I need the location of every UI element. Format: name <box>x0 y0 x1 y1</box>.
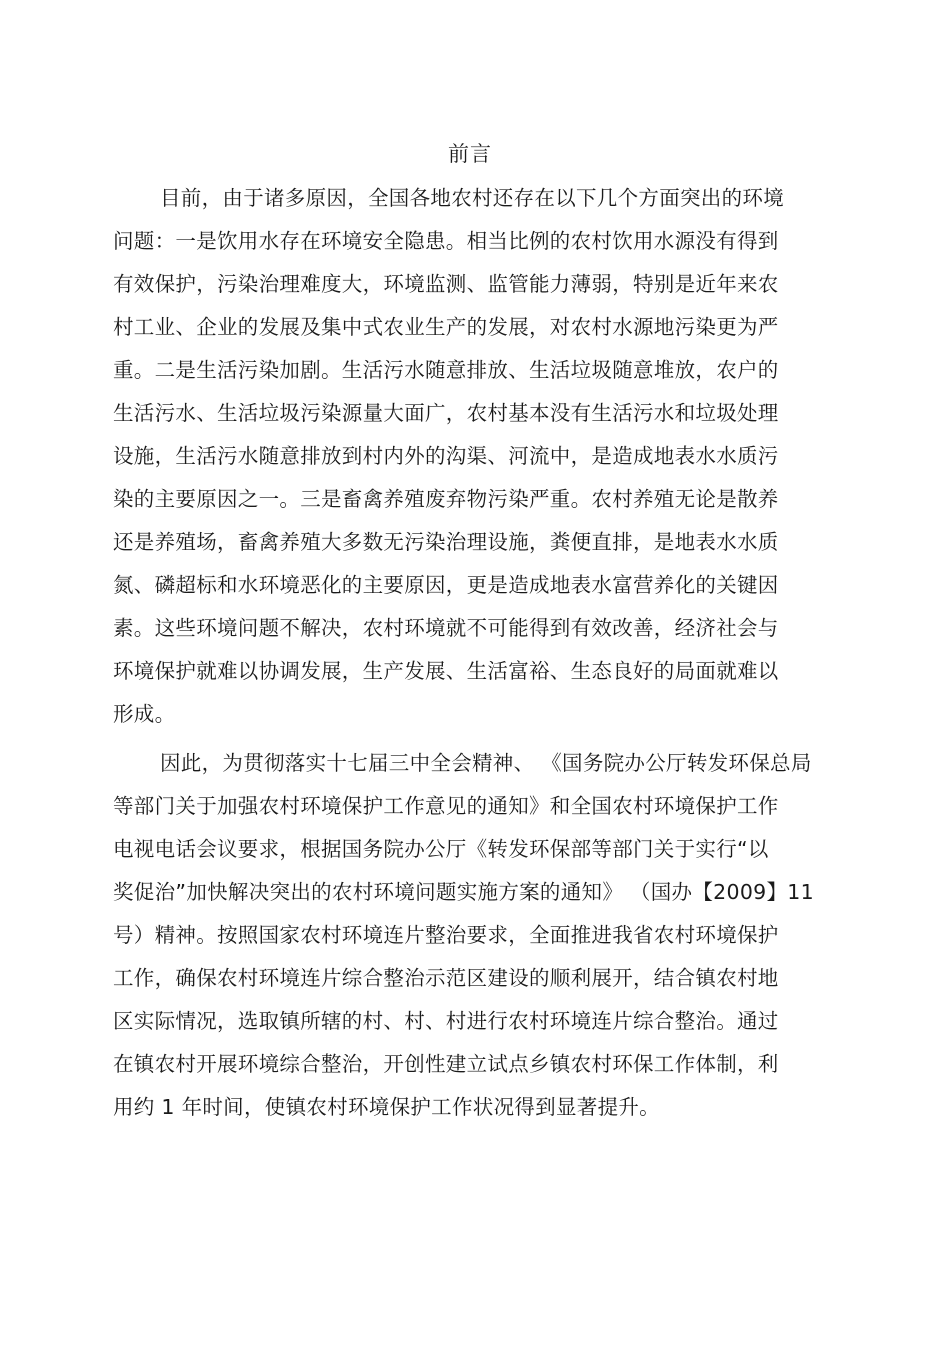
paragraph-line: 用约 1 年时间，使镇农村环境保护工作状况得到显著提升。 <box>113 1095 660 1119</box>
paragraph-line: 等部门关于加强农村环境保护工作意见的通知》和全国农村环境保护工作 <box>113 794 779 818</box>
paragraph-line: 工作，确保农村环境连片综合整治示范区建设的顺利展开，结合镇农村地 <box>113 966 779 990</box>
paragraph-line: 还是养殖场，畜禽养殖大多数无污染治理设施，粪便直排，是地表水水质 <box>113 530 779 554</box>
paragraph-line: 奖促治”加快解决突出的农村环境问题实施方案的通知》 （国办【2009】11 <box>113 880 814 904</box>
paragraph-line: 素。这些环境问题不解决，农村环境就不可能得到有效改善，经济社会与 <box>113 616 779 640</box>
paragraph-line: 环境保护就难以协调发展，生产发展、生活富裕、生态良好的局面就难以 <box>113 659 779 683</box>
paragraph-line: 染的主要原因之一。三是畜禽养殖废弃物污染严重。农村养殖无论是散养 <box>113 487 779 511</box>
paragraph-line: 目前，由于诸多原因，全国各地农村还存在以下几个方面突出的环境 <box>160 186 784 210</box>
paragraph-line: 氮、磷超标和水环境恶化的主要原因，更是造成地表水富营养化的关键因 <box>113 573 779 597</box>
paragraph-line: 号）精神。按照国家农村环境连片整治要求，全面推进我省农村环境保护 <box>113 923 779 947</box>
paragraph-line: 有效保护，污染治理难度大，环境监测、监管能力薄弱，特别是近年来农 <box>113 272 779 296</box>
paragraph-line: 设施，生活污水随意排放到村内外的沟渠、河流中，是造成地表水水质污 <box>113 444 779 468</box>
paragraph-line: 区实际情况，选取镇所辖的村、村、村进行农村环境连片综合整治。通过 <box>113 1009 779 1033</box>
paragraph-line: 形成。 <box>113 702 176 726</box>
page-title: 前言 <box>448 142 492 166</box>
paragraph-line: 因此，为贯彻落实十七届三中全会精神、 《国务院办公厅转发环保总局 <box>160 751 812 775</box>
paragraph-line: 重。二是生活污染加剧。生活污水随意排放、生活垃圾随意堆放，农户的 <box>113 358 779 382</box>
paragraph-line: 在镇农村开展环境综合整治，开创性建立试点乡镇农村环保工作体制，利 <box>113 1052 779 1076</box>
paragraph-line: 问题：一是饮用水存在环境安全隐患。相当比例的农村饮用水源没有得到 <box>113 229 779 253</box>
paragraph-line: 生活污水、生活垃圾污染源量大面广，农村基本没有生活污水和垃圾处理 <box>113 401 779 425</box>
paragraph-line: 村工业、企业的发展及集中式农业生产的发展，对农村水源地污染更为严 <box>113 315 779 339</box>
paragraph-line: 电视电话会议要求，根据国务院办公厅《转发环保部等部门关于实行“以 <box>113 837 769 861</box>
